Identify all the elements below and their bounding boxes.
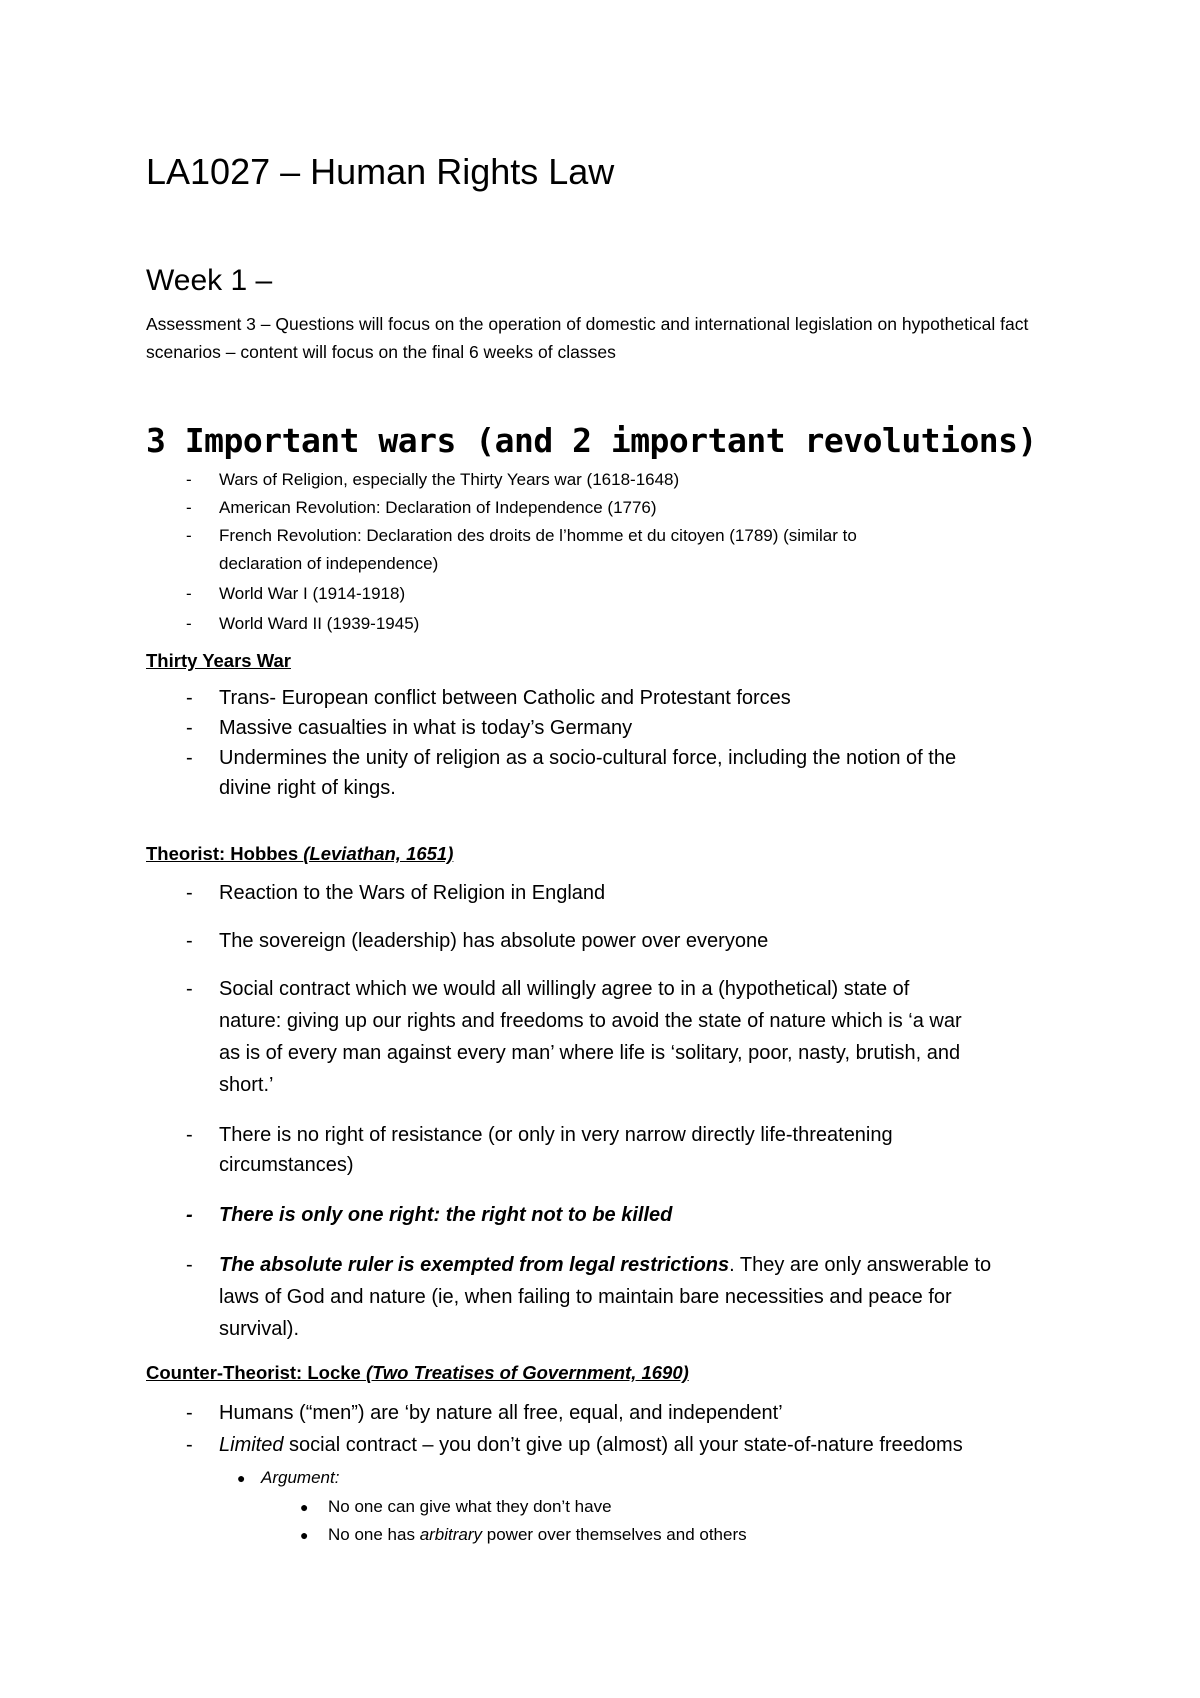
week-heading: Week 1 – bbox=[146, 264, 273, 297]
dash-marker: - bbox=[186, 584, 192, 603]
wars-heading: 3 Important wars (and 2 important revolutions) bbox=[146, 421, 1037, 460]
sub-list-text: No one has bbox=[328, 1525, 420, 1544]
dash-marker: - bbox=[186, 1124, 193, 1146]
list-item: Trans- European conflict between Catholic and Protestant forces bbox=[219, 687, 791, 709]
list-item: There is no right of resistance (or only in very narrow directly life-threatening bbox=[219, 1124, 893, 1146]
list-item bbox=[219, 1430, 963, 1460]
sub-list-text: power over themselves and others bbox=[482, 1525, 747, 1544]
hobbes-heading-work: (Leviathan, 1651) bbox=[303, 843, 454, 864]
list-item-emphasis: There is only one right: the right not to be killed bbox=[219, 1204, 673, 1226]
bullet-marker: ● bbox=[300, 1527, 309, 1543]
dash-marker: - bbox=[186, 747, 193, 769]
assessment-note: Assessment 3 – Questions will focus on the operation of domestic and international legislation on hypothetical fact scenarios – content will focus on the final 6 weeks of classes bbox=[146, 314, 1029, 362]
list-item: Humans (“men”) are ‘by nature all free, equal, and independent’ bbox=[219, 1402, 783, 1424]
locke-heading bbox=[146, 1362, 689, 1384]
locke-heading-name: Counter-Theorist: Locke bbox=[146, 1362, 366, 1383]
list-item-continuation: laws of God and nature (ie, when failing to maintain bare necessities and peace for bbox=[219, 1286, 952, 1308]
thirty-years-heading: Thirty Years War bbox=[146, 650, 291, 671]
dash-marker: - bbox=[186, 526, 192, 545]
bullet-marker: ● bbox=[237, 1470, 246, 1486]
dash-marker: - bbox=[186, 717, 193, 739]
list-item-emphasis: Limited bbox=[219, 1434, 284, 1456]
list-item bbox=[219, 1250, 991, 1280]
locke-heading-work: (Two Treatises of Government, 1690) bbox=[365, 1362, 689, 1383]
list-item-continuation: nature: giving up our rights and freedoms to avoid the state of nature which is ‘a war bbox=[219, 1010, 962, 1032]
list-item-continuation: short.’ bbox=[219, 1074, 274, 1096]
dash-marker: - bbox=[186, 882, 193, 904]
list-item: Social contract which we would all willingly agree to in a (hypothetical) state of bbox=[219, 978, 910, 1000]
argument-label: Argument: bbox=[261, 1468, 340, 1487]
list-item: French Revolution: Declaration des droits de l’homme et du citoyen (1789) (similar to bbox=[219, 526, 857, 545]
hobbes-heading bbox=[146, 843, 453, 865]
sub-list-item bbox=[328, 1525, 747, 1545]
list-item: Reaction to the Wars of Religion in England bbox=[219, 882, 606, 904]
list-item: Massive casualties in what is today’s Germany bbox=[219, 717, 633, 739]
list-item-continuation: divine right of kings. bbox=[219, 777, 396, 799]
list-item: Wars of Religion, especially the Thirty Years war (1618-1648) bbox=[219, 470, 680, 489]
sub-list-item: No one can give what they don’t have bbox=[328, 1497, 612, 1516]
dash-marker: - bbox=[186, 498, 192, 517]
hobbes-heading-name: Theorist: Hobbes bbox=[146, 843, 304, 864]
list-item: World Ward II (1939-1945) bbox=[219, 614, 420, 633]
dash-marker: - bbox=[186, 1204, 193, 1226]
list-item-continuation: as is of every man against every man’ where life is ‘solitary, poor, nasty, brutish, and bbox=[219, 1042, 961, 1064]
list-item: World War I (1914-1918) bbox=[219, 584, 406, 603]
dash-marker: - bbox=[186, 687, 193, 709]
dash-marker: - bbox=[186, 1402, 193, 1424]
list-item: The sovereign (leadership) has absolute power over everyone bbox=[219, 930, 769, 952]
list-item-rest: . They are only answerable to bbox=[729, 1254, 992, 1276]
dash-marker: - bbox=[186, 470, 192, 489]
dash-marker: - bbox=[186, 978, 193, 1000]
dash-marker: - bbox=[186, 1254, 193, 1276]
bullet-marker: ● bbox=[300, 1499, 309, 1515]
sub-list-emphasis: arbitrary bbox=[419, 1525, 483, 1544]
doc-title: LA1027 – Human Rights Law bbox=[146, 151, 615, 192]
list-item-continuation: survival). bbox=[219, 1318, 300, 1340]
list-item: Undermines the unity of religion as a socio-cultural force, including the notion of the bbox=[219, 747, 957, 769]
dash-marker: - bbox=[186, 1434, 193, 1456]
list-item-rest: social contract – you don’t give up (almost) all your state-of-nature freedoms bbox=[283, 1434, 963, 1456]
dash-marker: - bbox=[186, 614, 192, 633]
list-item-emphasis: The absolute ruler is exempted from legal restrictions bbox=[219, 1254, 730, 1276]
list-item: American Revolution: Declaration of Independence (1776) bbox=[219, 498, 657, 517]
dash-marker: - bbox=[186, 930, 193, 952]
list-item-continuation: circumstances) bbox=[219, 1154, 354, 1176]
list-item-continuation: declaration of independence) bbox=[219, 554, 439, 573]
